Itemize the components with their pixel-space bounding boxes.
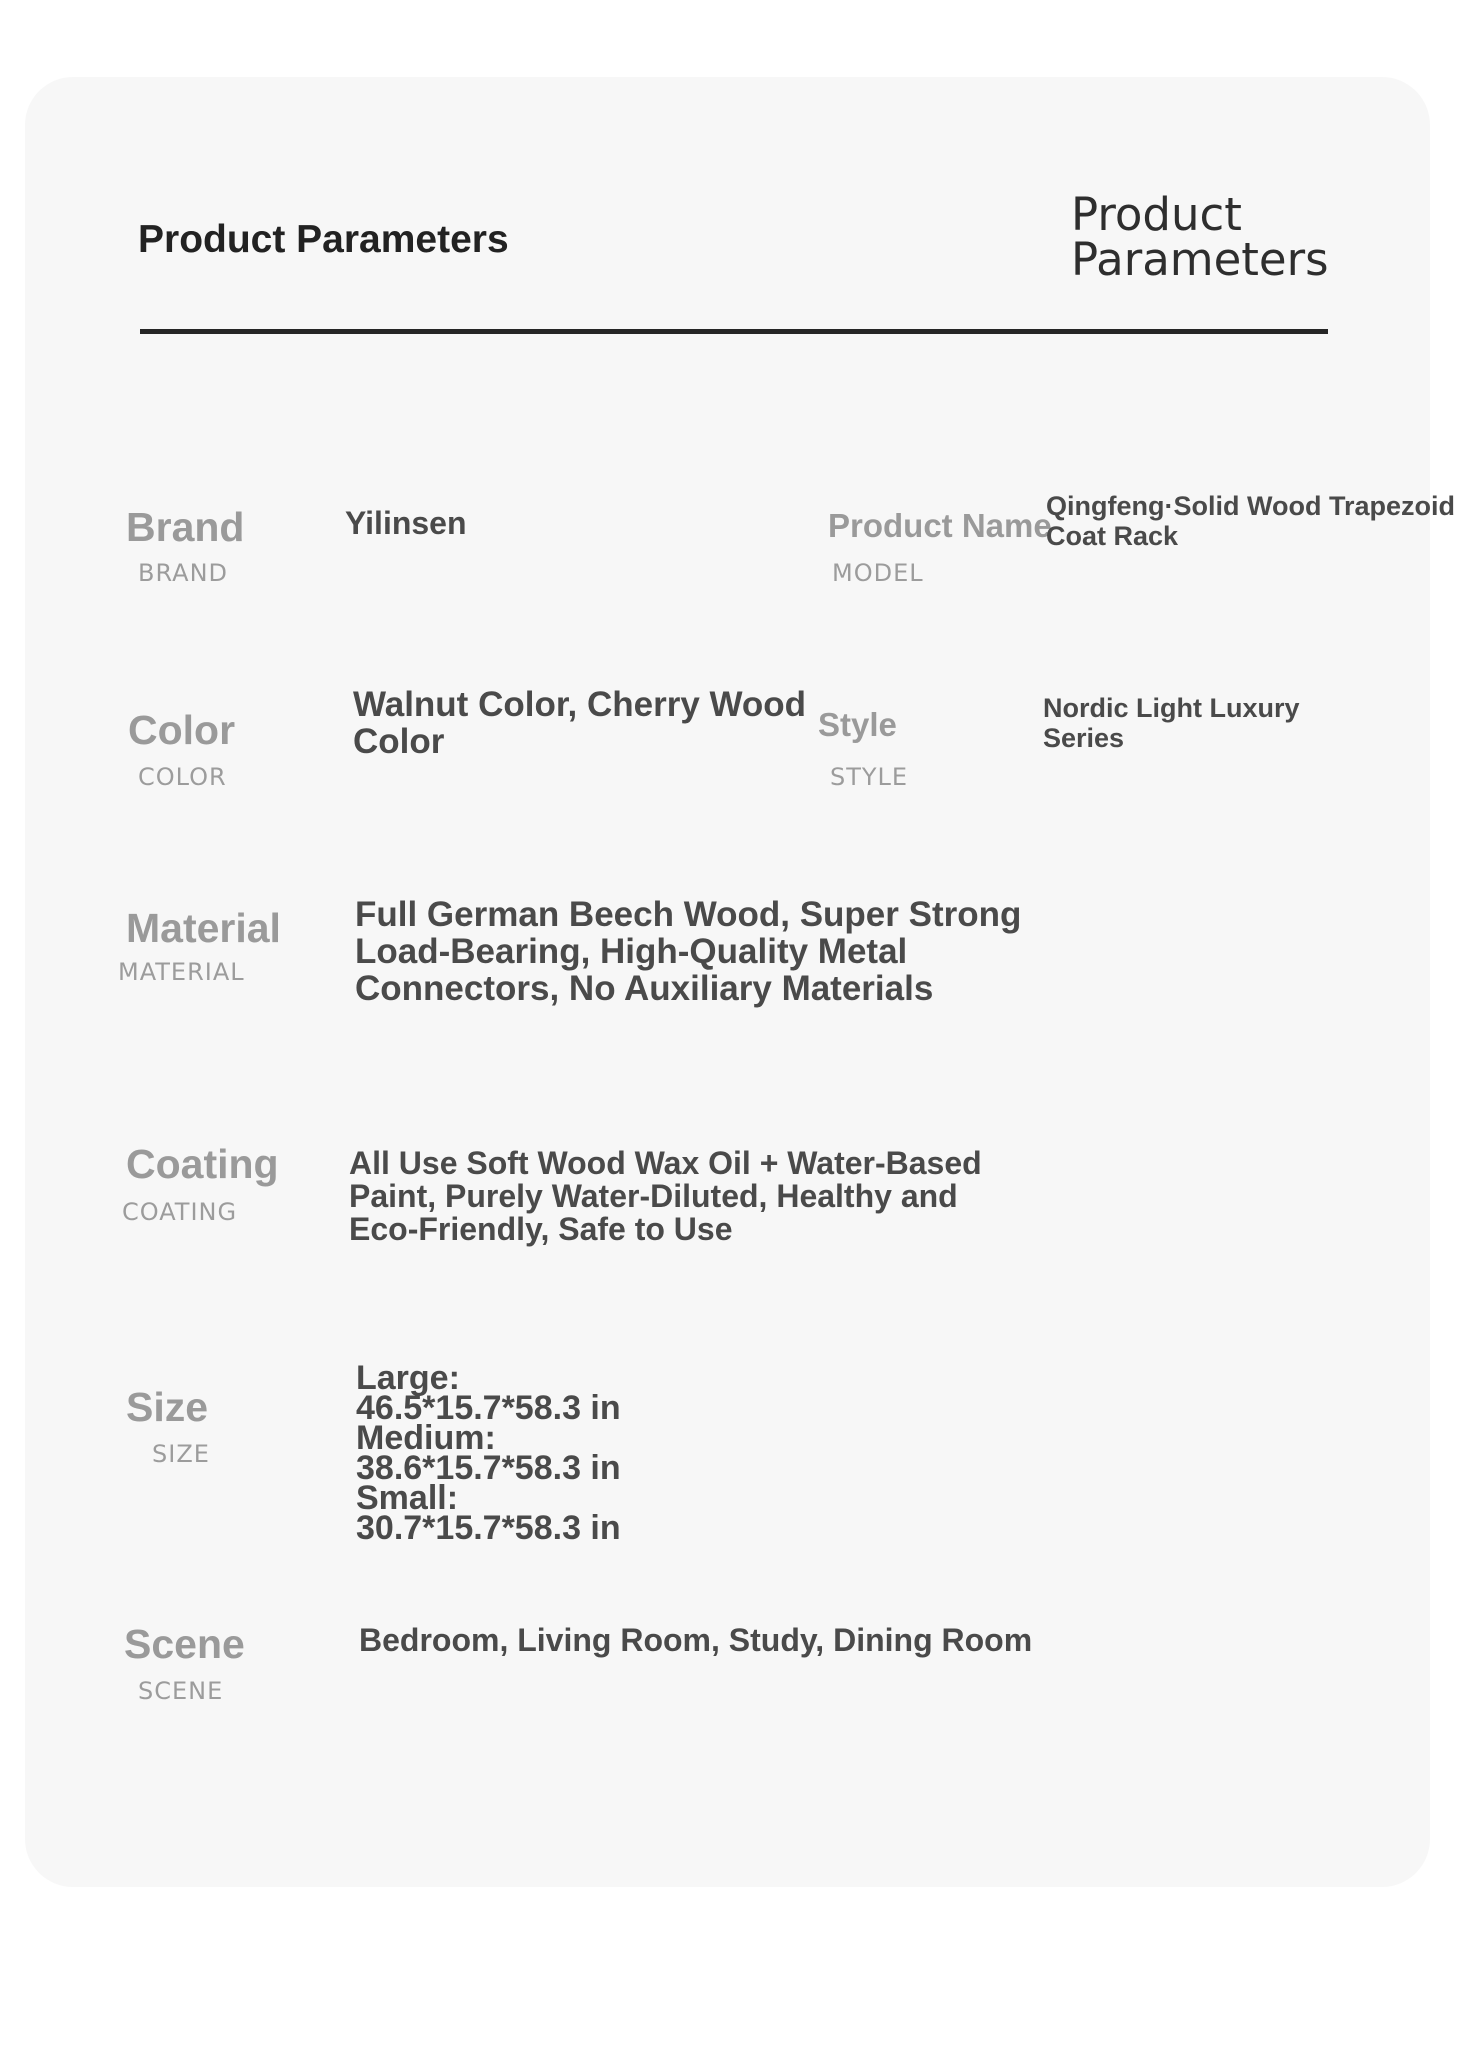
coating-value [349, 1147, 982, 1246]
color-sublabel: COLOR [138, 763, 227, 791]
size-label: Size [126, 1384, 209, 1430]
style-value-line1: Nordic Light Luxury [1043, 693, 1300, 723]
color-value [353, 686, 806, 760]
style-value [1043, 693, 1300, 753]
product-name-value-line2: Coat Rack [1046, 521, 1179, 551]
scene-sublabel: SCENE [138, 1677, 224, 1705]
scene-value: Bedroom, Living Room, Study, Dining Room [359, 1622, 1033, 1658]
scene-label: Scene [124, 1621, 245, 1667]
coating-value-line3: Eco-Friendly, Safe to Use [349, 1211, 733, 1247]
material-label: Material [126, 905, 281, 951]
color-value-line2: Color [353, 722, 445, 761]
title-divider [140, 329, 1328, 334]
color-label: Color [128, 707, 236, 753]
product-name-value [1046, 491, 1455, 551]
material-value-line2: Load-Bearing, High-Quality Metal [355, 932, 908, 971]
size-small-value: 30.7*15.7*58.3 in [356, 1509, 621, 1547]
size-sublabel: SIZE [152, 1440, 210, 1468]
material-sublabel: MATERIAL [118, 958, 245, 986]
coating-value-line1: All Use Soft Wood Wax Oil + Water-Based [349, 1145, 982, 1181]
size-large-value: 46.5*15.7*58.3 in [356, 1389, 621, 1427]
material-value-line3: Connectors, No Auxiliary Materials [355, 969, 934, 1008]
brand-value: Yilinsen [345, 505, 467, 541]
size-value [356, 1359, 621, 1547]
size-large-label: Large: [356, 1359, 460, 1397]
material-value [355, 896, 1021, 1007]
brand-sublabel: BRAND [138, 559, 229, 587]
coating-label: Coating [126, 1141, 279, 1187]
size-medium-label: Medium: [356, 1419, 496, 1457]
size-medium-value: 38.6*15.7*58.3 in [356, 1449, 621, 1487]
product-name-sublabel: MODEL [832, 559, 924, 587]
page-title-secondary-line1: Product [1071, 188, 1242, 241]
page-title: Product Parameters [138, 218, 509, 261]
style-label: Style [818, 706, 897, 743]
brand-label: Brand [126, 504, 245, 550]
product-name-value-line1: Qingfeng·Solid Wood Trapezoid [1046, 491, 1455, 521]
color-value-line1: Walnut Color, Cherry Wood [353, 685, 807, 724]
page-title-secondary [1071, 188, 1329, 286]
material-value-line1: Full German Beech Wood, Super Strong [355, 895, 1022, 934]
size-small-label: Small: [356, 1479, 459, 1517]
page-title-secondary-line2: Parameters [1071, 233, 1329, 286]
style-sublabel: STYLE [830, 763, 909, 791]
coating-sublabel: COATING [122, 1198, 238, 1226]
product-name-label: Product Name [828, 507, 1052, 544]
coating-value-line2: Paint, Purely Water-Diluted, Healthy and [349, 1178, 958, 1214]
style-value-line2: Series [1043, 723, 1125, 753]
